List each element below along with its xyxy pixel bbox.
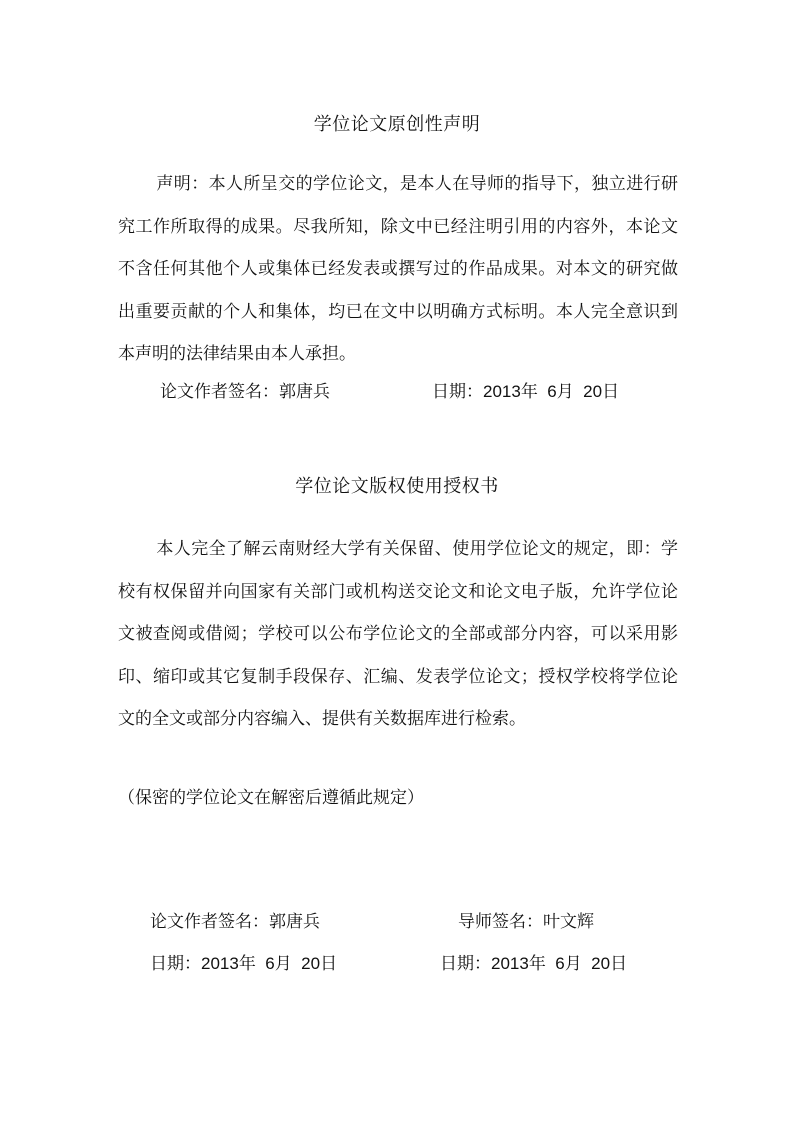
originality-body-text: 声明：本人所呈交的学位论文，是本人在导师的指导下，独立进行研究工作所取得的成果。尽我所知，除文中已经注明引用的内容外，本论文不含任何其他个人或集体已经发表或撰写过的作品成果。对本文的研究做出重要贡献的个人和集体，均已在文中以明确方式标明。本人完全意识到本声明的法律结果由本人承担。 <box>118 174 678 364</box>
date-label: 日期： <box>440 954 491 974</box>
date-value: 2013年 6月 20日 <box>483 382 620 401</box>
supervisor-date-line <box>440 952 627 976</box>
date-label: 日期： <box>150 954 201 974</box>
originality-author-signature-line <box>160 380 330 404</box>
confidential-note: （保密的学位论文在解密后遵循此规定） <box>118 788 424 808</box>
author-signature-name: 郭唐兵 <box>269 912 320 932</box>
author-signature-name: 郭唐兵 <box>279 382 330 402</box>
originality-body <box>118 163 678 376</box>
copyright-body-text: 本人完全了解云南财经大学有关保留、使用学位论文的规定，即：学校有权保留并向国家有关部门或机构送交论文和论文电子版，允许学位论文被查阅或借阅；学校可以公布学位论文的全部或部分内容，可以采用影印、缩印或其它复制手段保存、汇编、发表学位论文；授权学校将学位论文的全文或部分内容编入、提供有关数据库进行检索。 <box>118 539 678 729</box>
originality-date-line <box>432 380 619 404</box>
date-value: 2013年 6月 20日 <box>201 954 338 973</box>
author-date-line <box>150 952 337 976</box>
date-value: 2013年 6月 20日 <box>491 954 628 973</box>
copyright-author-signature-line <box>150 910 320 934</box>
originality-title: 学位论文原创性声明 <box>313 114 481 135</box>
copyright-title: 学位论文版权使用授权书 <box>295 476 499 497</box>
supervisor-signature-name: 叶文辉 <box>543 912 594 932</box>
author-signature-label: 论文作者签名： <box>160 382 279 402</box>
date-label: 日期： <box>432 382 483 402</box>
supervisor-signature-label: 导师签名： <box>458 912 543 932</box>
copyright-body <box>118 528 678 741</box>
supervisor-signature-line <box>458 910 594 934</box>
author-signature-label: 论文作者签名： <box>150 912 269 932</box>
